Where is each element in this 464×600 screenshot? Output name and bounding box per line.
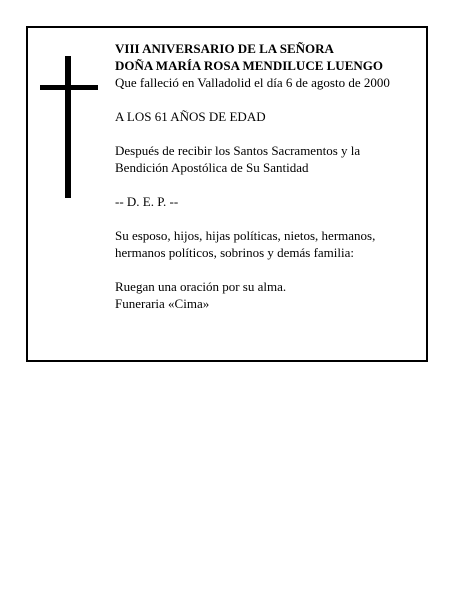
notice-text	[115, 40, 420, 312]
family-line-2: hermanos políticos, sobrinos y demás familia:	[115, 245, 355, 260]
cross-horizontal-bar	[40, 85, 98, 90]
death-date-line: Que falleció en Valladolid el día 6 de agosto de 2000	[115, 75, 390, 90]
death-notice	[26, 26, 428, 362]
sacraments-line-1: Después de recibir los Santos Sacramentos y la	[115, 143, 361, 158]
rip-line: -- D. E. P. --	[115, 194, 179, 209]
sacraments-line-2: Bendición Apostólica de Su Santidad	[115, 160, 309, 175]
funeral-home: Funeraria «Cima»	[115, 296, 210, 311]
anniversary-heading: VIII ANIVERSARIO DE LA SEÑORA	[115, 41, 334, 56]
cross-icon	[40, 56, 98, 198]
deceased-name: DOÑA MARÍA ROSA MENDILUCE LUENGO	[115, 58, 383, 73]
family-line-1: Su esposo, hijos, hijas políticas, nietos, hermanos,	[115, 228, 376, 243]
prayer-line: Ruegan una oración por su alma.	[115, 279, 287, 294]
cross-vertical-bar	[65, 56, 71, 198]
age-line: A LOS 61 AÑOS DE EDAD	[115, 109, 266, 124]
